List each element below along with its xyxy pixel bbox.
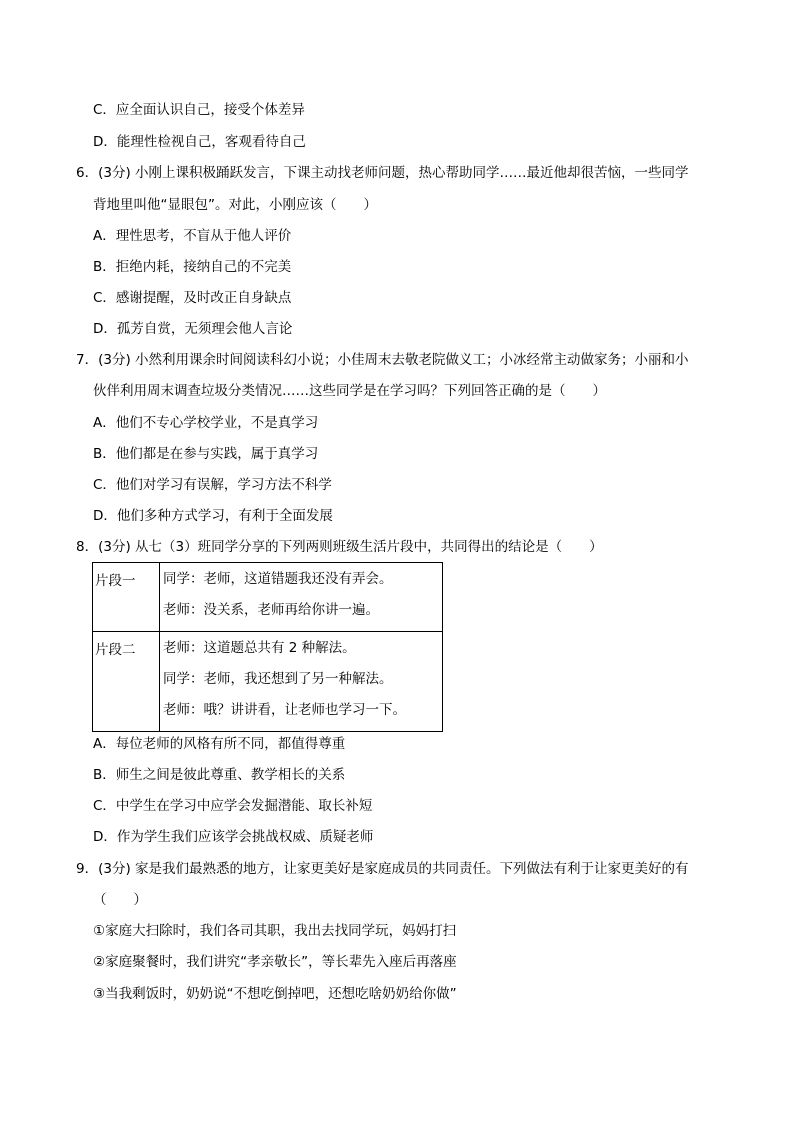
q7-option-b: B．他们都是在参与实践，属于真学习 [93,446,319,462]
q7-option-a: A．他们不专心学校学业，不是真学习 [93,415,319,431]
q7-option-c: C．他们对学习有误解，学习方法不科学 [93,477,332,493]
q8-stem: 8．(3分) 从七（3）班同学分享的下列两则班级生活片段中，共同得出的结论是（ ） [76,539,603,555]
q8-option-c: C．中学生在学习中应学会发掘潜能、取长补短 [93,798,373,814]
q9-item-2: ②家庭聚餐时，我们讲究“孝亲敬长”，等长辈先入座后再落座 [93,954,457,970]
fragment-1-line-2: 老师：没关系，老师再给你讲一遍。 [163,602,379,618]
q6-option-c: C．感谢提醒，及时改正自身缺点 [93,290,292,306]
q6-option-a: A．理性思考，不盲从于他人评价 [93,228,292,244]
q6-stem-line2: 背地里叫他“显眼包”。对此，小刚应该（ ） [93,197,377,213]
fragment-1-content [160,563,443,632]
q6-option-b: B．拒绝内耗，接纳自己的不完美 [93,259,292,275]
q6-stem-line1: 6．(3分) 小刚上课积极踊跃发言，下课主动找老师问题，热心帮助同学……最近他却很苦恼，一些同学 [76,165,689,181]
fragment-row-2 [93,632,443,732]
q6-option-d: D．孤芳自赏，无须理会他人言论 [93,321,293,337]
q5-option-c: C．应全面认识自己，接受个体差异 [93,102,305,118]
q9-stem-line2: （ ） [93,892,147,908]
q9-item-1: ①家庭大扫除时，我们各司其职，我出去找同学玩，妈妈打扫 [93,923,457,939]
fragment-2-content [160,632,443,732]
q7-stem-line1: 7．(3分) 小然利用课余时间阅读科幻小说；小佳周末去敬老院做义工；小冰经常主动做家务；小丽和小 [76,352,689,368]
dialogue-table [92,562,443,732]
q7-option-d: D．他们多种方式学习，有利于全面发展 [93,508,333,524]
q7-stem-line2: 伙伴利用周末调查垃圾分类情况……这些同学是在学习吗？下列回答正确的是（ ） [93,383,606,399]
fragment-2-line-1: 老师：这道题总共有 2 种解法。 [163,640,356,656]
fragment-2-line-2: 同学：老师，我还想到了另一种解法。 [163,671,393,687]
fragment-2-line-3: 老师：哦？讲讲看，让老师也学习一下。 [163,702,406,718]
q8-option-a: A．每位老师的风格有所不同，都值得尊重 [93,736,346,752]
q9-stem-line1: 9．(3分) 家是我们最熟悉的地方，让家更美好是家庭成员的共同责任。下列做法有利于让家更美好的有 [76,861,689,877]
q8-option-b: B．师生之间是彼此尊重、教学相长的关系 [93,767,346,783]
fragment-row-1 [93,563,443,632]
q5-option-d: D．能理性检视自己，客观看待自己 [93,134,306,150]
q9-item-3: ③当我剩饭时，奶奶说“不想吃倒掉吧，还想吃啥奶奶给你做” [93,986,457,1002]
q8-option-d: D．作为学生我们应该学会挑战权威、质疑老师 [93,829,374,845]
fragment-1-line-1: 同学：老师，这道错题我还没有弄会。 [163,571,393,587]
fragment-2-label: 片段二 [93,632,160,732]
fragment-1-label: 片段一 [93,563,160,632]
